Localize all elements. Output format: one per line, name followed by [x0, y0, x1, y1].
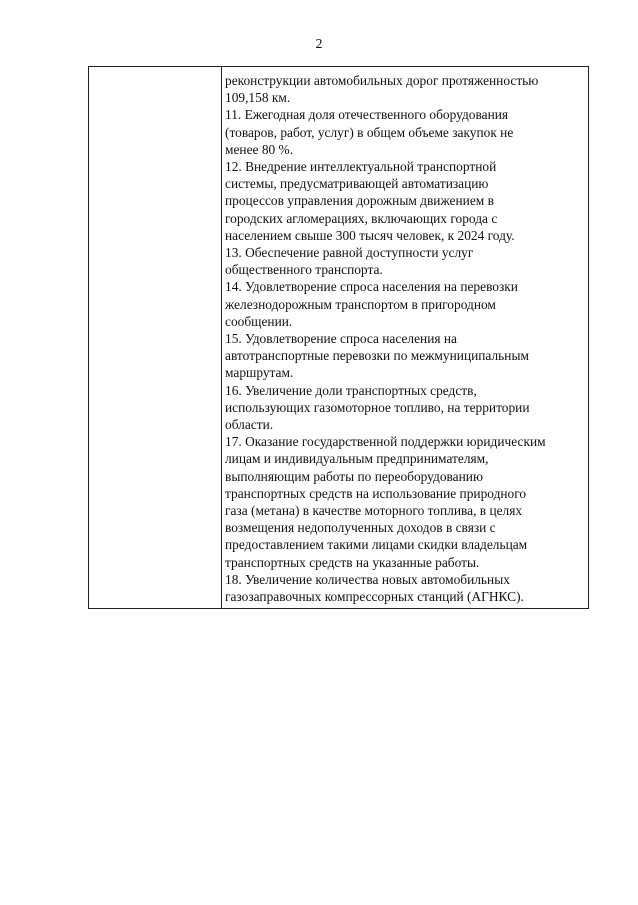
text-line: (товаров, работ, услуг) в общем объеме закупок не — [225, 124, 514, 140]
table-cell-right — [222, 67, 589, 609]
text-line: реконструкции автомобильных дорог протяженностью — [225, 73, 539, 88]
text-line: процессов управления дорожным движением в — [225, 193, 494, 209]
text-line: маршрутам. — [225, 365, 294, 381]
text-line: системы, предусматривающей автоматизацию — [225, 176, 489, 192]
text-line: населением свыше 300 тысяч человек, к 2024 году. — [225, 227, 515, 243]
text-line: железнодорожным транспортом в пригородном — [225, 296, 496, 312]
text-line: 109,158 км. — [225, 90, 291, 106]
text-line: 13. Обеспечение равной доступности услуг — [225, 245, 474, 261]
text-line: 14. Удовлетворение спроса населения на перевозки — [225, 279, 518, 295]
text-line: транспортных средств на использование природного — [225, 485, 527, 501]
text-line: 12. Внедрение интеллектуальной транспортной — [225, 159, 497, 175]
text-line: 17. Оказание государственной поддержки юридическим — [225, 434, 546, 450]
cell-text-block — [222, 67, 588, 608]
text-line: газа (метана) в качестве моторного топлива, в целях — [225, 503, 523, 519]
text-line: 16. Увеличение доли транспортных средств, — [225, 382, 477, 398]
document-table — [88, 66, 589, 609]
text-line: 11. Ежегодная доля отечественного оборудования — [225, 107, 509, 123]
text-line: выполняющим работы по переоборудованию — [225, 468, 483, 484]
text-line: 15. Удовлетворение спроса населения на — [225, 331, 457, 347]
text-line: менее 80 %. — [225, 141, 294, 157]
text-line: автотранспортные перевозки по межмуниципальным — [225, 348, 529, 364]
text-line: лицам и индивидуальным предпринимателям, — [225, 451, 489, 467]
text-line: использующих газомоторное топливо, на территории — [225, 399, 530, 415]
text-line: общественного транспорта. — [225, 262, 383, 278]
page-number: 2 — [315, 37, 323, 52]
text-line: возмещения недополученных доходов в связи с — [225, 520, 496, 536]
text-line: городских агломерациях, включающих города с — [225, 210, 498, 226]
text-line: 18. Увеличение количества новых автомобильных — [225, 571, 510, 587]
text-line: предоставлением такими лицами скидки владельцам — [225, 537, 528, 553]
text-line: области. — [225, 417, 274, 433]
text-line: газозаправочных компрессорных станций (АГНКС). — [225, 589, 524, 605]
text-line: сообщении. — [225, 313, 293, 329]
table-row — [89, 67, 589, 609]
text-line: транспортных средств на указанные работы. — [225, 554, 480, 570]
table-cell-left — [89, 67, 222, 609]
